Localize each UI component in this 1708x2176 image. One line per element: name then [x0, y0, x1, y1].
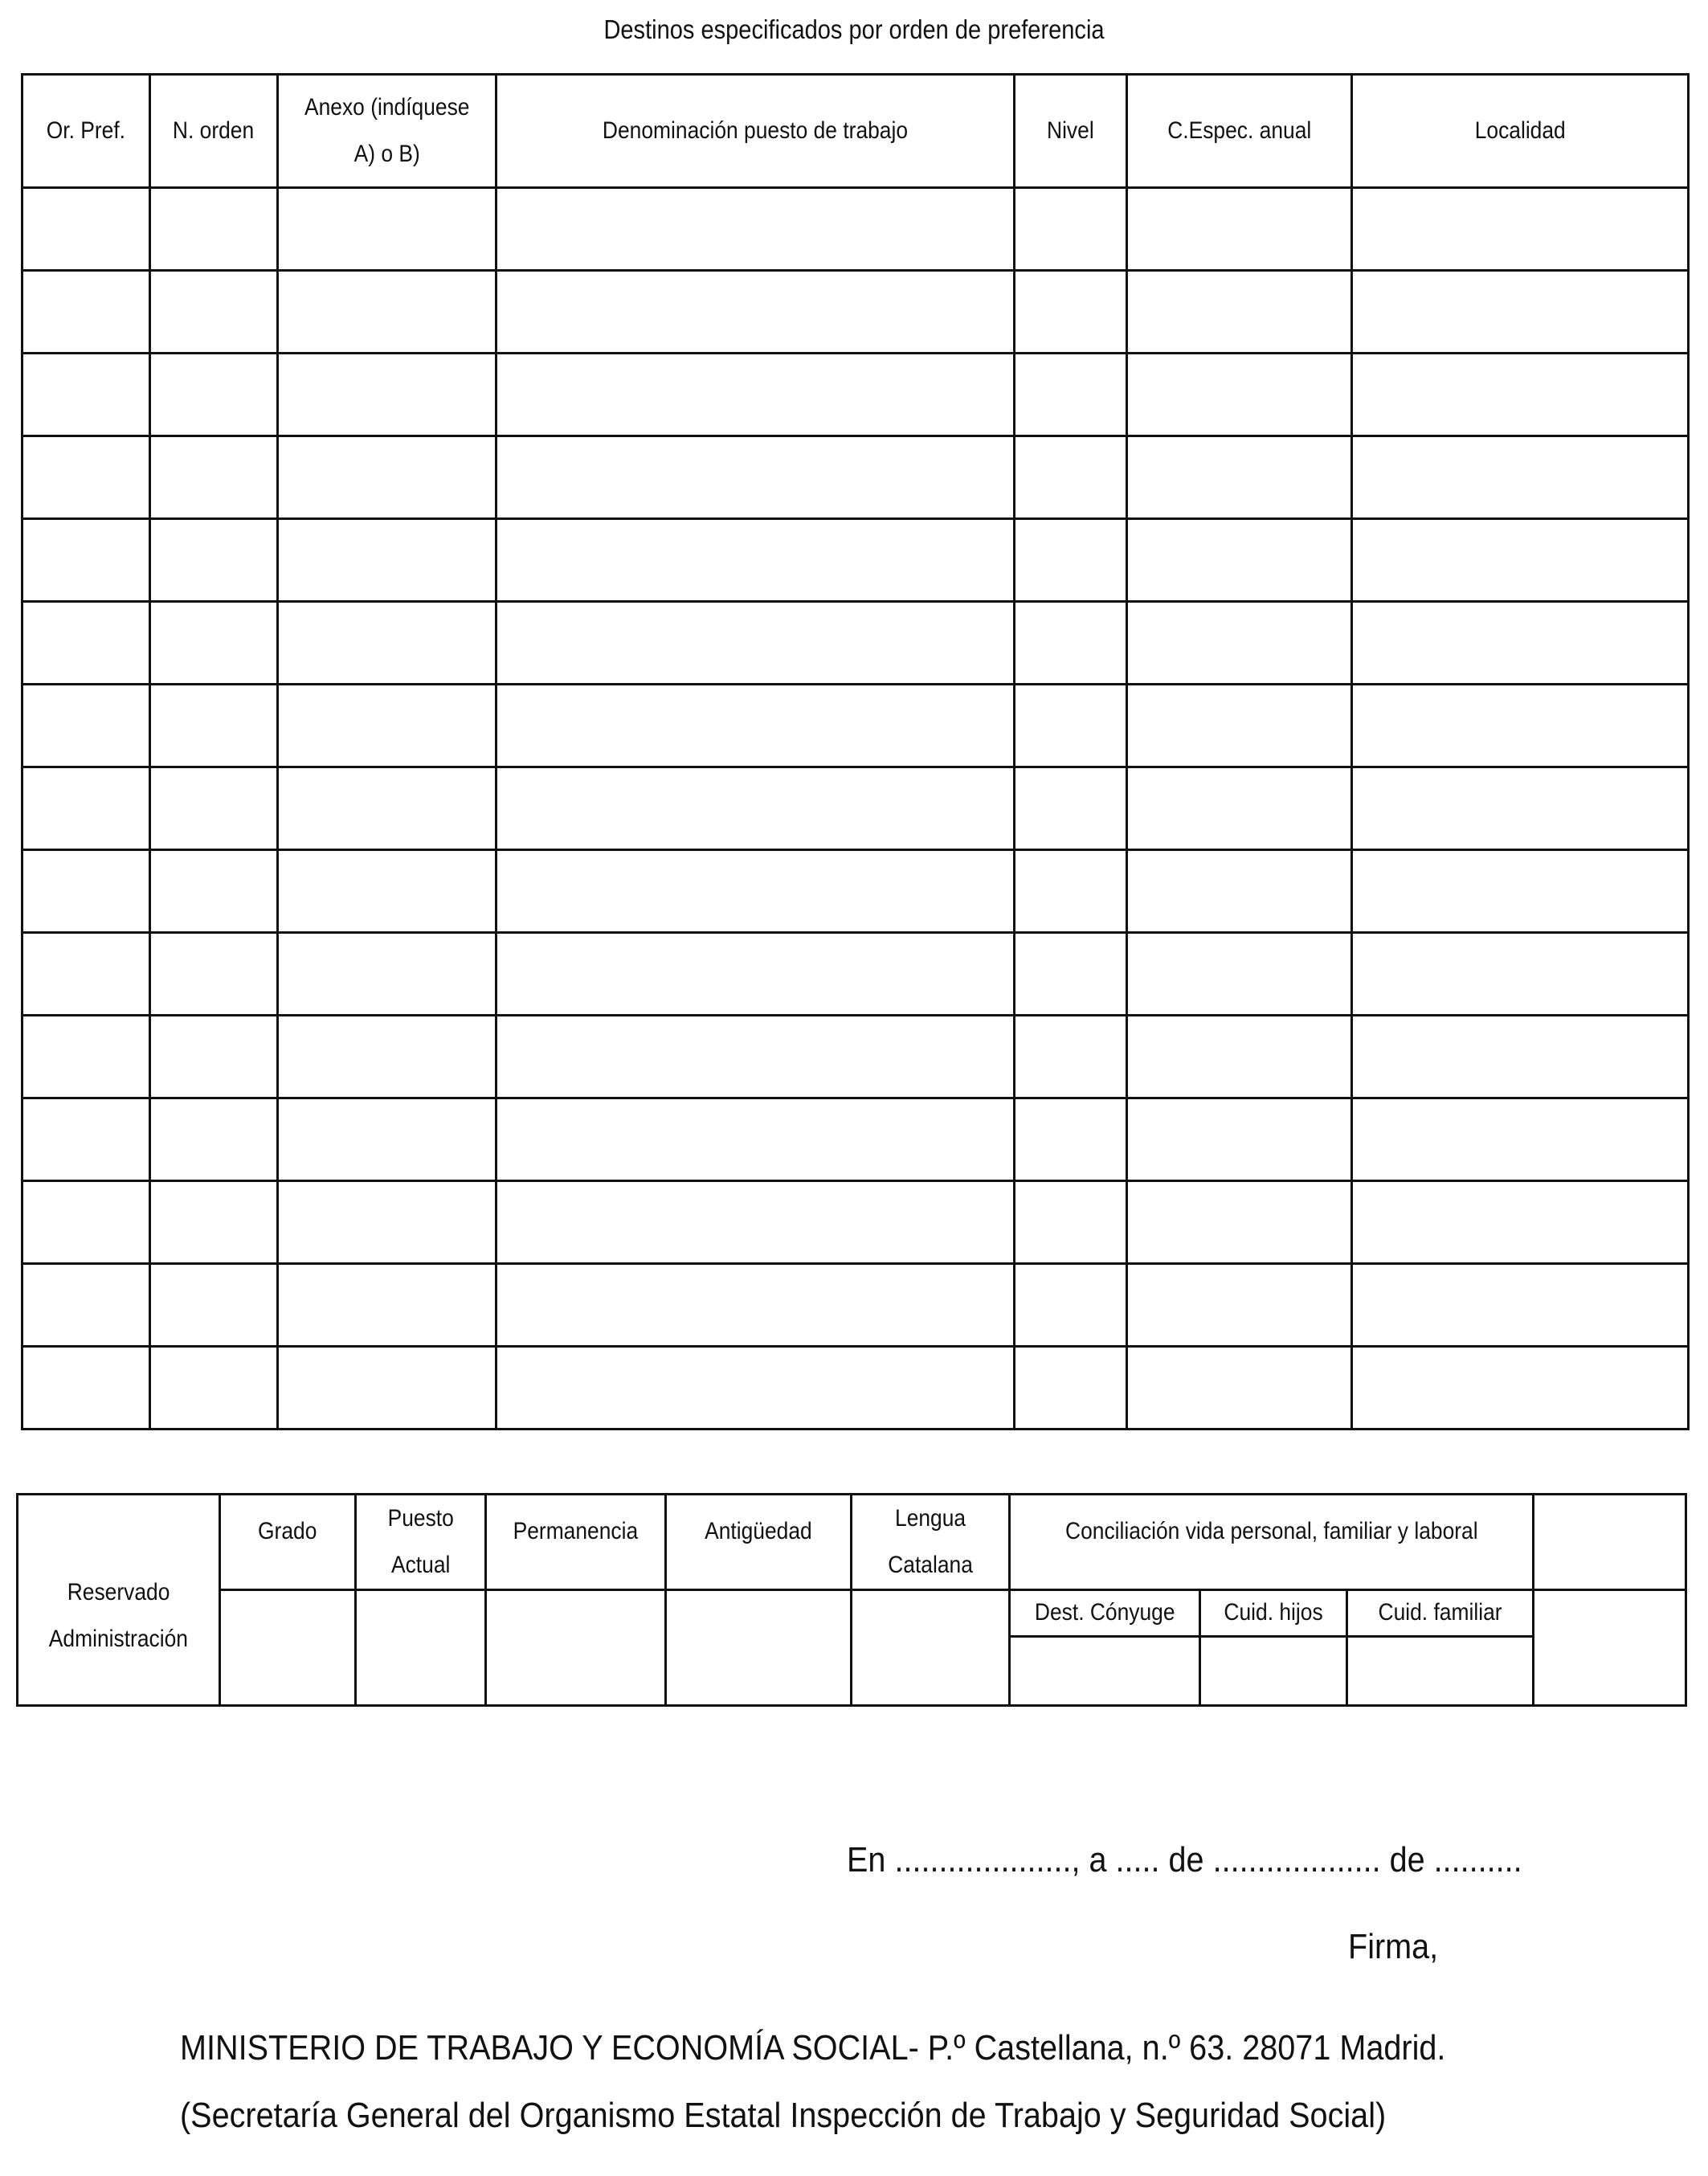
header-denominacion: Denominación puesto de trabajo [496, 75, 1015, 188]
c-espec-cell[interactable] [1127, 188, 1352, 271]
table-row [22, 1264, 1689, 1347]
or-pref-cell[interactable] [22, 519, 150, 602]
localidad-cell[interactable] [1352, 354, 1689, 436]
signature-label: Firma, [1348, 1927, 1439, 1966]
nivel-cell[interactable] [1015, 1264, 1127, 1347]
anexo-cell[interactable] [278, 685, 496, 767]
denominacion-cell[interactable] [496, 933, 1015, 1016]
c-espec-cell[interactable] [1127, 436, 1352, 519]
denominacion-cell[interactable] [496, 850, 1015, 933]
anexo-cell[interactable] [278, 933, 496, 1016]
nivel-cell[interactable] [1015, 1347, 1127, 1430]
anexo-cell[interactable] [278, 271, 496, 354]
localidad-cell[interactable] [1352, 1264, 1689, 1347]
or-pref-cell[interactable] [22, 436, 150, 519]
c-espec-cell[interactable] [1127, 271, 1352, 354]
anexo-cell[interactable] [278, 188, 496, 271]
table-row [22, 1098, 1689, 1181]
grado-value-field[interactable] [220, 1590, 356, 1706]
or-pref-cell[interactable] [22, 354, 150, 436]
localidad-cell[interactable] [1352, 1098, 1689, 1181]
denominacion-cell[interactable] [496, 1347, 1015, 1430]
lengua-catalana-value-field[interactable] [852, 1590, 1010, 1706]
or-pref-cell[interactable] [22, 1264, 150, 1347]
denominacion-cell[interactable] [496, 767, 1015, 850]
denominacion-cell[interactable] [496, 1264, 1015, 1347]
antiguedad-value-field[interactable] [666, 1590, 852, 1706]
or-pref-cell[interactable] [22, 767, 150, 850]
n-orden-cell[interactable] [150, 188, 278, 271]
table-header-row [22, 75, 1689, 188]
anexo-cell[interactable] [278, 602, 496, 685]
anexo-cell[interactable] [278, 1347, 496, 1430]
preferences-table [21, 73, 1690, 1430]
permanencia-label: Permanencia [486, 1495, 666, 1590]
table-row [22, 1181, 1689, 1264]
anexo-cell[interactable] [278, 1181, 496, 1264]
table-row [22, 354, 1689, 436]
localidad-cell[interactable] [1352, 436, 1689, 519]
ministry-address: MINISTERIO DE TRABAJO Y ECONOMÍA SOCIAL- P.º Castellana, n.º 63. 28071 Madrid. [180, 2028, 1446, 2068]
anexo-cell[interactable] [278, 519, 496, 602]
c-espec-cell[interactable] [1127, 354, 1352, 436]
n-orden-cell[interactable] [150, 685, 278, 767]
localidad-cell[interactable] [1352, 1181, 1689, 1264]
dest-conyuge-value-field[interactable] [1010, 1637, 1200, 1706]
table-row [22, 1016, 1689, 1098]
n-orden-cell[interactable] [150, 602, 278, 685]
cuid-hijos-label: Cuid. hijos [1200, 1590, 1347, 1637]
denominacion-cell[interactable] [496, 271, 1015, 354]
nivel-cell[interactable] [1015, 933, 1127, 1016]
c-espec-cell[interactable] [1127, 1016, 1352, 1098]
header-nivel: Nivel [1015, 75, 1127, 188]
nivel-cell[interactable] [1015, 436, 1127, 519]
nivel-cell[interactable] [1015, 1181, 1127, 1264]
table-row [22, 767, 1689, 850]
anexo-cell[interactable] [278, 1098, 496, 1181]
denominacion-cell[interactable] [496, 188, 1015, 271]
table-row [22, 519, 1689, 602]
header-c-espec: C.Espec. anual [1127, 75, 1352, 188]
nivel-cell[interactable] [1015, 271, 1127, 354]
or-pref-cell[interactable] [22, 602, 150, 685]
c-espec-cell[interactable] [1127, 1181, 1352, 1264]
nivel-cell[interactable] [1015, 767, 1127, 850]
denominacion-cell[interactable] [496, 1181, 1015, 1264]
cuid-hijos-value-field[interactable] [1200, 1637, 1347, 1706]
n-orden-cell[interactable] [150, 850, 278, 933]
n-orden-cell[interactable] [150, 271, 278, 354]
c-espec-cell[interactable] [1127, 685, 1352, 767]
or-pref-cell[interactable] [22, 850, 150, 933]
table-row [22, 685, 1689, 767]
localidad-cell[interactable] [1352, 1016, 1689, 1098]
n-orden-cell[interactable] [150, 519, 278, 602]
localidad-cell[interactable] [1352, 519, 1689, 602]
c-espec-cell[interactable] [1127, 850, 1352, 933]
n-orden-cell[interactable] [150, 767, 278, 850]
permanencia-value-field[interactable] [486, 1590, 666, 1706]
localidad-cell[interactable] [1352, 933, 1689, 1016]
or-pref-cell[interactable] [22, 271, 150, 354]
cuid-familiar-value-field[interactable] [1347, 1637, 1534, 1706]
nivel-cell[interactable] [1015, 1098, 1127, 1181]
n-orden-cell[interactable] [150, 1347, 278, 1430]
or-pref-cell[interactable] [22, 1347, 150, 1430]
header-or-pref: Or. Pref. [22, 75, 150, 188]
denominacion-cell[interactable] [496, 436, 1015, 519]
n-orden-cell[interactable] [150, 436, 278, 519]
anexo-cell[interactable] [278, 767, 496, 850]
denominacion-cell[interactable] [496, 519, 1015, 602]
lengua-catalana-label: Lengua Catalana [852, 1495, 1010, 1590]
or-pref-cell[interactable] [22, 1098, 150, 1181]
localidad-cell[interactable] [1352, 767, 1689, 850]
grado-label: Grado [220, 1495, 356, 1590]
anexo-cell[interactable] [278, 850, 496, 933]
denominacion-cell[interactable] [496, 1098, 1015, 1181]
c-espec-cell[interactable] [1127, 1098, 1352, 1181]
antiguedad-label: Antigüedad [666, 1495, 852, 1590]
nivel-cell[interactable] [1015, 850, 1127, 933]
table-row [22, 602, 1689, 685]
anexo-cell[interactable] [278, 1264, 496, 1347]
nivel-cell[interactable] [1015, 188, 1127, 271]
conciliacion-label: Conciliación vida personal, familiar y laboral [1010, 1495, 1534, 1590]
puesto-actual-value-field[interactable] [356, 1590, 486, 1706]
localidad-cell[interactable] [1352, 850, 1689, 933]
localidad-cell[interactable] [1352, 685, 1689, 767]
dest-conyuge-label: Dest. Cónyuge [1010, 1590, 1200, 1637]
denominacion-cell[interactable] [496, 1016, 1015, 1098]
or-pref-cell[interactable] [22, 685, 150, 767]
n-orden-cell[interactable] [150, 1016, 278, 1098]
page-title: Destinos especificados por orden de preferencia [603, 14, 1105, 44]
table-row [22, 436, 1689, 519]
anexo-cell[interactable] [278, 1016, 496, 1098]
nivel-cell[interactable] [1015, 354, 1127, 436]
anexo-cell[interactable] [278, 354, 496, 436]
blank-cell [1534, 1495, 1686, 1590]
n-orden-cell[interactable] [150, 1181, 278, 1264]
c-espec-cell[interactable] [1127, 767, 1352, 850]
c-espec-cell[interactable] [1127, 1264, 1352, 1347]
place-date-line: En ...................., a ..... de ................... de .......... [847, 1840, 1522, 1879]
nivel-cell[interactable] [1015, 602, 1127, 685]
nivel-cell[interactable] [1015, 519, 1127, 602]
table-row [22, 188, 1689, 271]
table-row [22, 933, 1689, 1016]
table-row [22, 1347, 1689, 1430]
header-anexo: Anexo (indíquese A) o B) [278, 75, 496, 188]
or-pref-cell[interactable] [22, 933, 150, 1016]
header-localidad: Localidad [1352, 75, 1689, 188]
c-espec-cell[interactable] [1127, 602, 1352, 685]
localidad-cell[interactable] [1352, 271, 1689, 354]
table-row [22, 271, 1689, 354]
localidad-cell[interactable] [1352, 602, 1689, 685]
reservado-administracion-label: Reservado Administración [18, 1495, 220, 1706]
c-espec-cell[interactable] [1127, 519, 1352, 602]
denominacion-cell[interactable] [496, 354, 1015, 436]
header-n-orden: N. orden [150, 75, 278, 188]
or-pref-cell[interactable] [22, 1016, 150, 1098]
table-row [22, 850, 1689, 933]
n-orden-cell[interactable] [150, 1098, 278, 1181]
nivel-cell[interactable] [1015, 685, 1127, 767]
cuid-familiar-label: Cuid. familiar [1347, 1590, 1534, 1637]
localidad-cell[interactable] [1352, 188, 1689, 271]
or-pref-cell[interactable] [22, 1181, 150, 1264]
n-orden-cell[interactable] [150, 1264, 278, 1347]
puesto-actual-label: Puesto Actual [356, 1495, 486, 1590]
blank-value-field[interactable] [1534, 1590, 1686, 1706]
denominacion-cell[interactable] [496, 685, 1015, 767]
anexo-cell[interactable] [278, 436, 496, 519]
c-espec-cell[interactable] [1127, 933, 1352, 1016]
nivel-cell[interactable] [1015, 1016, 1127, 1098]
admin-reserved-table [16, 1493, 1687, 1707]
secretaria-line: (Secretaría General del Organismo Estatal Inspección de Trabajo y Seguridad Social) [180, 2096, 1387, 2135]
n-orden-cell[interactable] [150, 933, 278, 1016]
denominacion-cell[interactable] [496, 602, 1015, 685]
localidad-cell[interactable] [1352, 1347, 1689, 1430]
c-espec-cell[interactable] [1127, 1347, 1352, 1430]
or-pref-cell[interactable] [22, 188, 150, 271]
n-orden-cell[interactable] [150, 354, 278, 436]
